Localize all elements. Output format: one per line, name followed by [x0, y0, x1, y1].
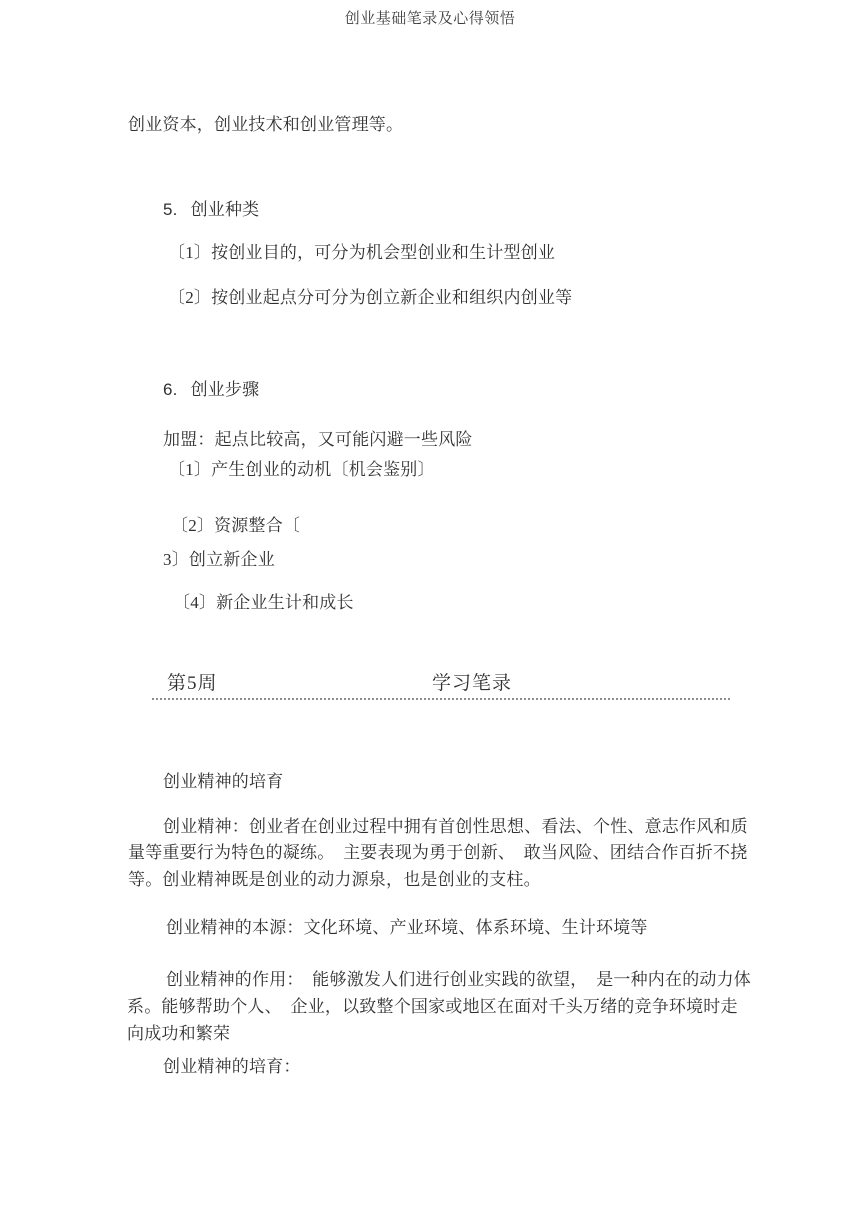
doc-title: 创业基础笔录及心得领悟: [344, 11, 516, 27]
spirit-heading: 创业精神的培育: [163, 772, 284, 791]
section-5-item-1: 〔1〕按创业目的，可分为机会型创业和生计型创业: [168, 243, 556, 262]
section-6-item-2: 〔2〕资源整合〔: [171, 516, 301, 535]
section-6-title: 创业步骤: [190, 380, 260, 399]
section-6-item-4: 〔4〕新企业生计和成长: [173, 593, 354, 612]
dotted-rule: [152, 695, 730, 700]
spirit-role-line-1: 创业精神的作用： 能够激发人们进行创业实践的欲望， 是一种内在的动力体: [166, 970, 751, 989]
section-6-number: 6.: [163, 380, 178, 399]
section-6-heading: [163, 380, 259, 400]
spirit-source-line: 创业精神的本源：文化环境、产业环境、体系环境、生计环境等: [166, 918, 648, 937]
intro-paragraph: 创业资本，创业技术和创业管理等。: [128, 115, 404, 134]
notes-title: 学习笔录: [432, 673, 513, 694]
spirit-cultivation-line: 创业精神的培育：: [163, 1057, 301, 1076]
spirit-definition-line-3: 等。创业精神既是创业的动力源泉，也是创业的支柱。: [128, 870, 541, 889]
section-5-title: 创业种类: [190, 200, 260, 219]
week-label: 第5周: [167, 673, 218, 694]
section-6-item-3: 3〕创立新企业: [163, 550, 275, 569]
section-6-note: 加盟：起点比较高，又可能闪避一些风险: [163, 430, 473, 449]
section-5-heading: [163, 200, 259, 220]
spirit-role-line-2: 系。能够帮助个人、 企业，以致整个国家或地区在面对千头万绪的竞争环境时走: [127, 997, 738, 1016]
section-6-item-1: 〔1〕产生创业的动机〔机会鉴别〕: [168, 460, 435, 479]
spirit-definition-line-1: 创业精神：创业者在创业过程中拥有首创性思想、看法、个性、意志作风和质: [163, 817, 748, 836]
spirit-definition-line-2: 量等重要行为特色的凝练。 主要表现为勇于创新、 敢当风险、团结合作百折不挠: [128, 843, 748, 862]
section-5-number: 5.: [163, 200, 178, 219]
section-5-item-2: 〔2〕按创业起点分可分为创立新企业和组织内创业等: [168, 288, 573, 307]
spirit-role-line-3: 向成功和繁荣: [127, 1024, 231, 1043]
